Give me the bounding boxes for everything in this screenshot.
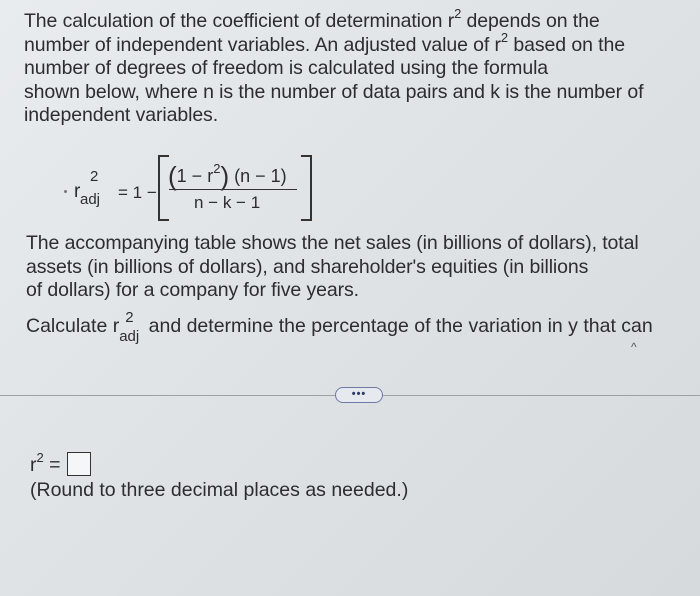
formula-superscript: 2 xyxy=(90,168,99,185)
table-desc-line-1: The accompanying table shows the net sales (in billions of dollars), total xyxy=(26,232,639,254)
r2-answer-input[interactable] xyxy=(67,452,91,476)
formula-dot xyxy=(64,190,67,193)
answer-row: $r^2$ = xyxy=(30,452,91,477)
intro-line-1: The calculation of the coefficient of determination $r^2$ depends on the xyxy=(24,6,600,32)
formula-numerator: $(1 - r^2)$ (n − 1) xyxy=(168,161,287,191)
formula-equals: = 1 − xyxy=(118,183,157,202)
formula-subscript: adj xyxy=(80,191,101,208)
table-desc-line-3: of dollars) for a company for five years. xyxy=(26,279,359,301)
intro-line-3: number of degrees of freedom is calculated using the formula xyxy=(24,57,549,79)
calc-r-scripts: 2 adj xyxy=(119,309,140,345)
right-bracket xyxy=(301,155,312,221)
intro-line-4: shown below, where n is the number of data pairs and k is the number of xyxy=(24,80,644,103)
intro-line-2: number of independent variables. An adjusted value of $r^2$ based on the xyxy=(24,29,625,56)
answer-label: r xyxy=(30,454,37,476)
expand-more-button[interactable]: ••• xyxy=(335,387,383,403)
table-desc-line-2: assets (in billions of dollars), and shareholder's equities (in billions xyxy=(26,255,589,278)
formula-r: r xyxy=(74,181,81,202)
table-description xyxy=(26,232,639,303)
calculate-instruction: Calculate r 2 adj and determine the percentage of the variation in y that can xyxy=(26,309,653,345)
adjusted-r2-formula xyxy=(62,155,332,225)
formula-denominator: n − k − 1 xyxy=(194,193,261,212)
problem-intro xyxy=(24,6,644,128)
rounding-note: (Round to three decimal places as needed.) xyxy=(30,479,409,501)
fraction-bar xyxy=(169,189,297,190)
caret-icon: ^ xyxy=(631,340,637,354)
intro-line-5: independent variables. xyxy=(24,104,219,126)
